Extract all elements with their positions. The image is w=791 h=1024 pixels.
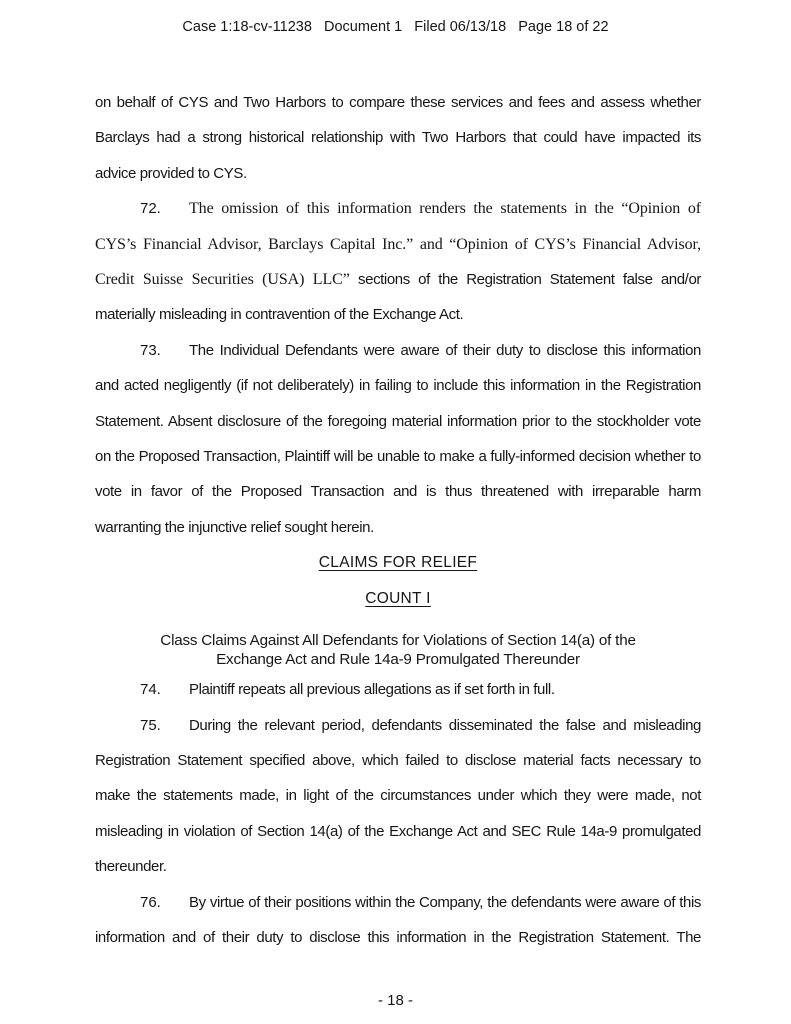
case-caption-header: Case 1:18-cv-11238 Document 1 Filed 06/13/18 Page 18 of 22 (182, 19, 609, 35)
paragraph-76-number: 76. (140, 893, 161, 911)
paragraph-75-number: 75. (140, 716, 161, 734)
paragraph-73-text: The Individual Defendants were aware of their duty to disclose this information and acted negligently (if not deliberately) in failing to include this information in the Registration Statement. Absent disclosure of the foregoing material information prior to the stockholder vote on the Proposed Transaction, Plaintiff will be unable to make a fully-informed decision whether to vote in favor of the Proposed Transaction and is thus threatened with irreparable harm warranting the injunctive relief sought herein. (95, 341, 701, 536)
paragraph-72-serif-text: The omission of this information renders the statements in the “Opinion of CYS’s Financial Advisor, Barclays Capital Inc.” and “Opinion of CYS’s Financial Advisor, Credit Suisse Securities (USA) LLC” (95, 200, 701, 289)
paragraph-74 (95, 672, 701, 707)
paragraph-continuation: on behalf of CYS and Two Harbors to compare these services and fees and assess whether Barclays had a strong historical relationship with Two Harbors that could have impacted its advice provided to CYS. (95, 94, 701, 182)
paragraph-75-text: During the relevant period, defendants disseminated the false and misleading Registration Statement specified above, which failed to disclose material facts necessary to make the statements made, in light of the circumstances under which they were made, not misleading in violation of Section 14(a) of the Exchange Act and SEC Rule 14a-9 promulgated thereunder. (95, 716, 701, 876)
claims-for-relief-heading-text: CLAIMS FOR RELIEF (318, 554, 478, 572)
paragraph-72-sans-text: sections of the Registration Statement false and/or materially misleading in contravention of the Exchange Act. (95, 271, 701, 324)
paragraph-72 (95, 191, 701, 333)
paragraph-73-number: 73. (140, 341, 161, 359)
page-number-footer: - 18 - (377, 992, 413, 1009)
count-i-subtitle: Class Claims Against All Defendants for Violations of Section 14(a) of the Exchange Act and Rule 14a-9 Promulgated Thereunder (160, 632, 636, 668)
count-i-heading-text: COUNT I (365, 589, 431, 607)
paragraph-76 (95, 885, 701, 956)
paragraph-73 (95, 333, 701, 545)
paragraph-74-text: Plaintiff repeats all previous allegations as if set forth in full. (189, 681, 555, 699)
claims-for-relief-heading (95, 545, 701, 580)
paragraph-74-number: 74. (140, 681, 161, 699)
document-body (95, 85, 701, 955)
paragraph-72-number: 72. (140, 200, 161, 218)
paragraph-75 (95, 708, 701, 885)
count-i-heading (95, 581, 701, 616)
paragraph-76-text: By virtue of their positions within the Company, the defendants were aware of this information and of their duty to disclose this information in the Registration Statement. The (95, 893, 701, 946)
